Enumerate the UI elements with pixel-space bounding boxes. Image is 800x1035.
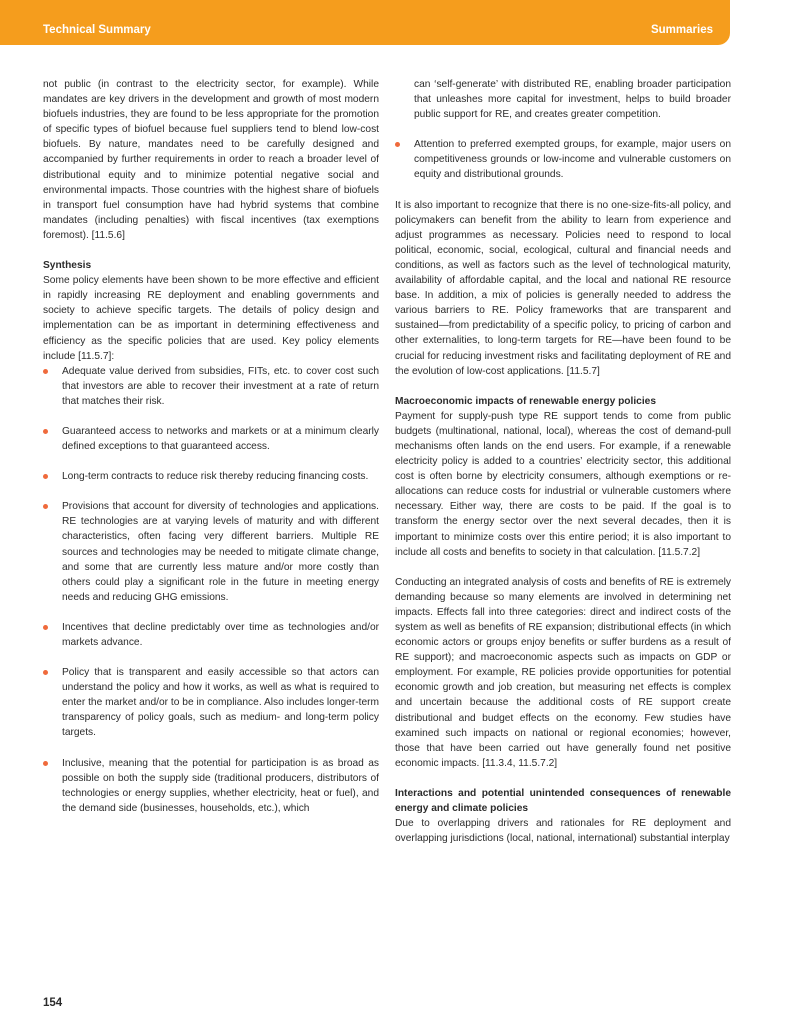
list-item-text: Policy that is transparent and easily accessible so that actors can understand the policy and how it works, as well as what is required to enter the market and/or to be in compliance. Also includes longer-term transparency of policy goals, such as medium- and long-term policy targets. bbox=[62, 667, 379, 739]
interactions-paragraph: Due to overlapping drivers and rationales for RE deployment and overlapping jurisdictions (local, national, international) substantial interplay bbox=[395, 818, 731, 845]
list-item-text: Adequate value derived from subsidies, FITs, etc. to cover cost such that investors are able to recover their investment at a rate of return that matches their risk. bbox=[62, 365, 379, 407]
list-item bbox=[43, 499, 379, 605]
list-item bbox=[43, 469, 379, 484]
list-item bbox=[43, 364, 379, 409]
list-item-text: can ‘self-generate’ with distributed RE, enabling broader participation that unleashes more capital for investment, helps to build broader public support for RE, and creates greater competition. bbox=[414, 79, 731, 121]
list-item-text: Guaranteed access to networks and markets or at a minimum clearly defined exceptions to that guaranteed access. bbox=[62, 425, 379, 453]
bullet-icon bbox=[395, 142, 400, 147]
chapter-title: Summaries bbox=[650, 24, 713, 36]
macro-paragraph: Payment for supply-push type RE support tends to come from public budgets (multinational, national, local), whereas the cost of demand-pull mechanisms often lands on the end users. For example, if a renewable electricity policy is added to a countries’ electricity sector, this additional cost is often borne by electricity consumers, although exemptions or re-allocations can reduce costs for industrial or vulnerable customers where necessary. Either way, there are costs to be paid. If the goal is to transform the energy sector over the next several decades, then it is important to minimize costs over this entire period; it is also important to include all costs and benefits to society in that calculation. [11.5.7.2] bbox=[395, 410, 731, 558]
bullet-icon bbox=[43, 369, 48, 374]
interactions-heading: Interactions and potential unintended consequences of renewable energy and climate policies bbox=[395, 787, 731, 815]
intro-paragraph: not public (in contrast to the electricity sector, for example). While mandates are key drivers in the development and growth of most modern biofuels industries, they are found to be less appropriate for the promotion of specific types of biofuel because fuel suppliers tend to blend low-cost biofuels. By nature, mandates need to be carefully designed and accompanied by further requirements in order to reach a broader level of distributional equity and to minimize potential negative social and environmental impacts. Those countries with the highest share of biofuels in transport fuel consumption have had hybrid systems that combine mandates (including penalties) with fiscal incentives (tax exemptions foremost). [11.5.6] bbox=[43, 79, 379, 241]
left-column bbox=[43, 77, 379, 816]
list-item-text: Inclusive, meaning that the potential for participation is as broad as possible on both the supply side (traditional producers, distributors of technologies or energy supplies, whether electricity, heat or fuel), and the demand side (businesses, households, etc.), which bbox=[62, 757, 379, 814]
synthesis-paragraph: Some policy elements have been shown to be more effective and efficient in rapidly increasing RE deployment and enabling governments and society to achieve specific targets. The details of policy design and implementation can be as important in determining effectiveness and efficiency as the specific policies that are used. Key policy elements include [11.5.7]: bbox=[43, 275, 379, 362]
list-item bbox=[395, 137, 731, 182]
section-title: Technical Summary bbox=[43, 24, 151, 36]
list-item-text: Provisions that account for diversity of technologies and applications. RE technologies are at varying levels of maturity and with different characteristics, often facing very different barriers. Multiple RE sources and technologies may be needed to mitigate climate change, and some that are currently less mature and/or more costly than others could play a significant role in the future in meeting energy needs and reducing GHG emissions. bbox=[62, 501, 379, 603]
page-number: 154 bbox=[43, 997, 63, 1009]
bullet-icon bbox=[43, 474, 48, 479]
synthesis-section bbox=[43, 258, 379, 364]
policy-elements-list bbox=[43, 364, 379, 816]
list-item-text: Attention to preferred exempted groups, for example, major users on competitiveness grounds or low-income and vulnerable customers on equity and distributional grounds. bbox=[414, 139, 731, 181]
interactions-section bbox=[395, 786, 731, 846]
bullet-icon bbox=[43, 761, 48, 766]
list-item bbox=[43, 665, 379, 740]
macro-heading: Macroeconomic impacts of renewable energy policies bbox=[395, 395, 656, 407]
continued-list bbox=[395, 77, 731, 183]
list-item bbox=[43, 756, 379, 816]
bullet-icon bbox=[43, 504, 48, 509]
list-item bbox=[43, 620, 379, 650]
list-item-text: Long-term contracts to reduce risk thereby reducing financing costs. bbox=[62, 471, 369, 483]
list-item bbox=[43, 424, 379, 454]
bullet-icon bbox=[43, 670, 48, 675]
no-one-size-paragraph: It is also important to recognize that there is no one-size-fits-all policy, and policymakers can benefit from the ability to learn from experience and adjust programmes as necessary. Policies need to respond to local political, economic, social, ecological, cultural and financial needs and conditions, as well as factors such as the level of technological maturity, availability of affordable capital, and the local and national RE resource base. In addition, a mix of policies is generally needed to address the various barriers to RE. Policy frameworks that are transparent and sustained—from predictability of a specific policy, to pricing of carbon and other externalities, to long-term targets for RE—have been found to be crucial for reducing investment risks and facilitating deployment of RE and the evolution of low-cost applications. [11.5.7] bbox=[395, 199, 731, 377]
list-item-text: Incentives that decline predictably over time as technologies and/or markets advance. bbox=[62, 621, 379, 648]
page-header-band bbox=[0, 0, 730, 45]
synthesis-heading: Synthesis bbox=[43, 260, 92, 272]
macro-section bbox=[395, 394, 731, 560]
right-column bbox=[395, 77, 731, 846]
bullet-icon bbox=[43, 429, 48, 434]
list-item bbox=[395, 77, 731, 122]
analysis-paragraph: Conducting an integrated analysis of costs and benefits of RE is extremely demanding because so many elements are involved in determining net impacts. Effects fall into three categories: direct and indirect costs of the system as well as benefits of RE expansion; distributional effects (in which economic actors or groups enjoy benefits or suffer burdens as a result of RE support); and macroeconomic aspects such as impacts on GDP or employment. For example, RE policies provide opportunities for potential economic growth and job creation, but measuring net effects is complex and uncertain because the additional costs of RE support create distributional and budget effects on the economy. Few studies have examined such impacts on national or regional economies; however, those that have been carried out have generally found net positive economic impacts. [11.3.4, 11.5.7.2] bbox=[395, 576, 731, 769]
bullet-icon bbox=[43, 625, 48, 630]
